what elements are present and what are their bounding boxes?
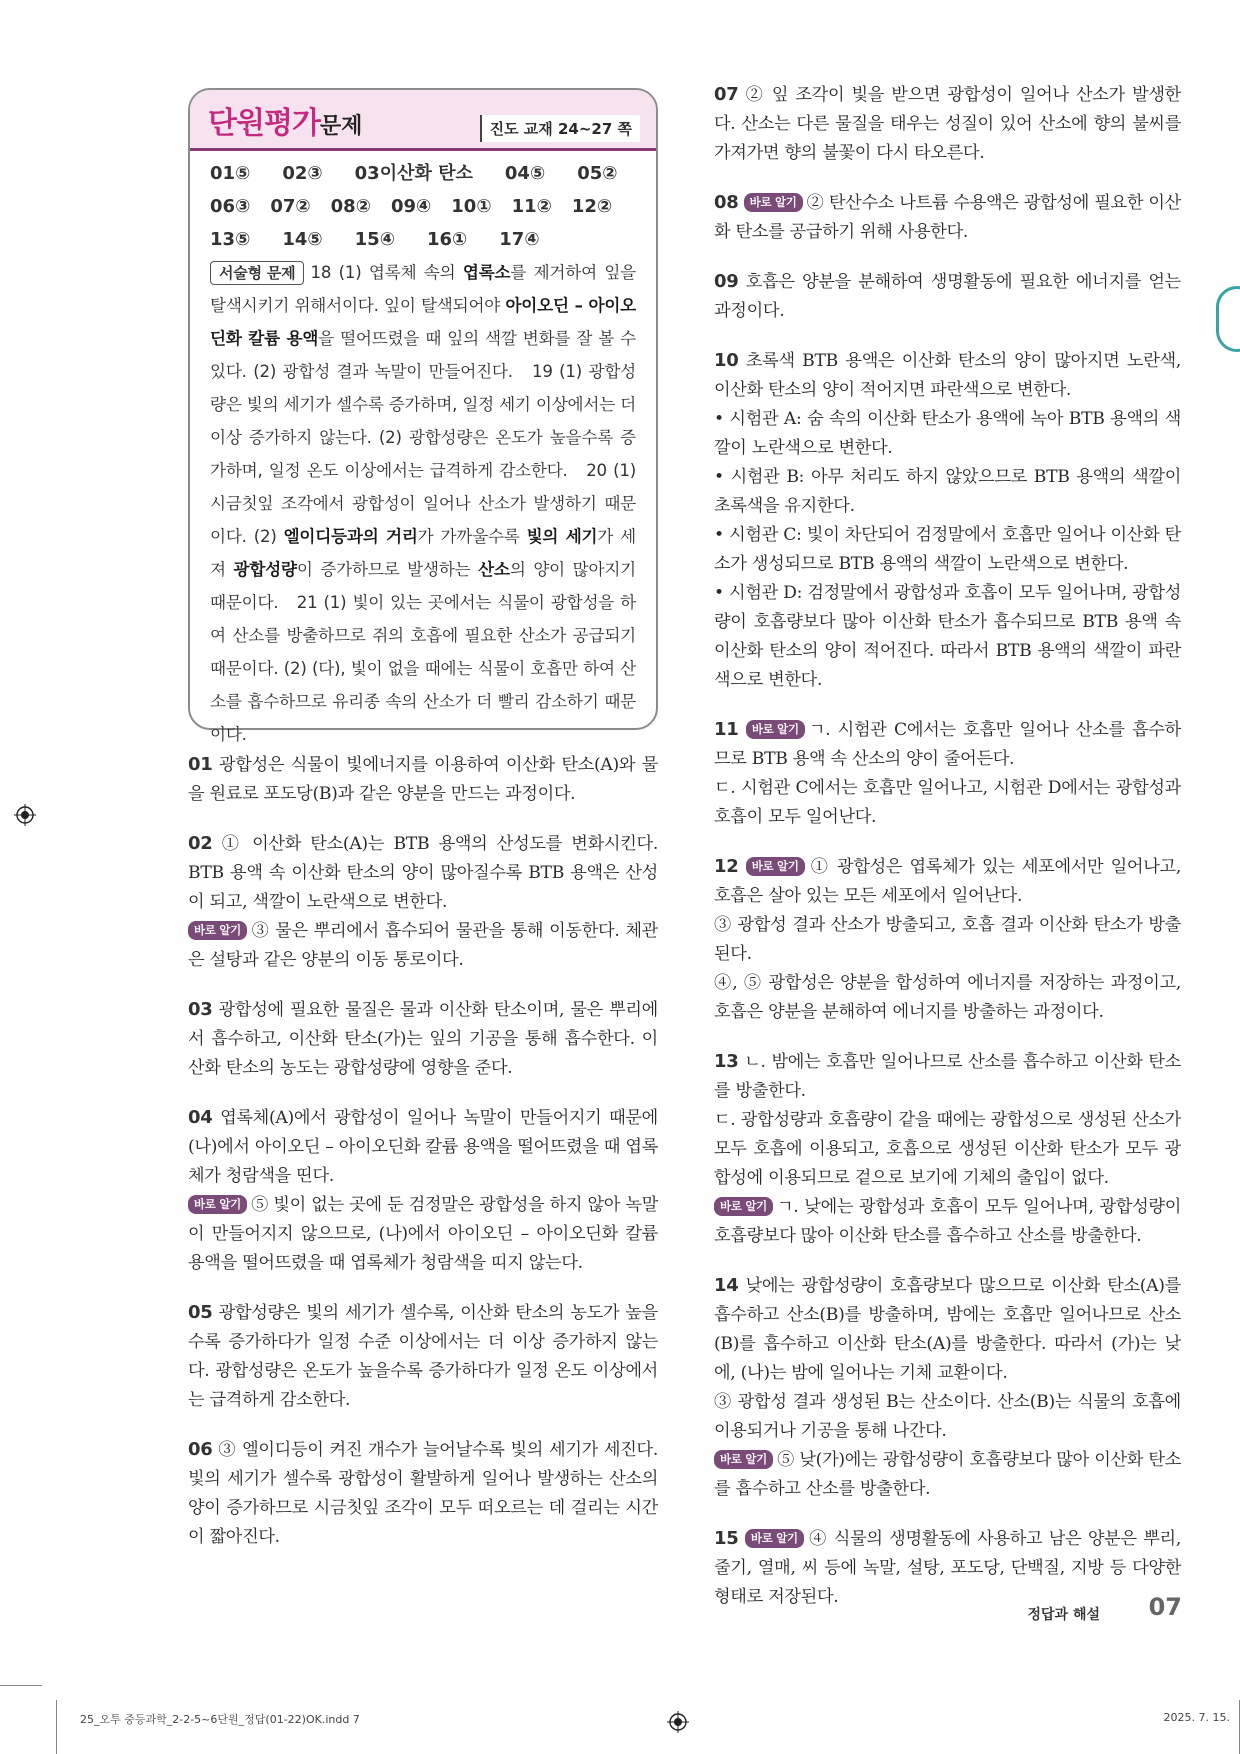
question-number: 04 — [188, 1107, 213, 1128]
explanation-text: ④, ⑤ 광합성은 양분을 합성하여 에너지를 저장하는 과정이고, 호흡은 양분을 분해하여 에너지를 방출하는 과정이다. — [714, 973, 1181, 1022]
explanation-text: 광합성에 필요한 물질은 물과 이산화 탄소이며, 물은 뿌리에서 흡수하고, 이산화 탄소(가)는 잎의 기공을 통해 흡수한다. 이산화 탄소의 농도는 광합성량에 영향을 준다. — [188, 1000, 658, 1078]
correction-text: ③ 물은 뿌리에서 흡수되어 물관을 통해 이동한다. 체관은 설탕과 같은 양분의 이동 통로이다. — [188, 921, 658, 970]
unit-test-answer-box — [188, 88, 658, 744]
answer-grid — [210, 157, 636, 256]
explanation-text: 광합성량은 빛의 세기가 셀수록, 이산화 탄소의 농도가 높을수록 증가하다가 일정 수준 이상에서는 더 이상 증가하지 않는다. 광합성량은 온도가 높을수록 증가하다가 일정 온도 이상에서는 급격하게 감소한다. — [188, 1303, 658, 1410]
answer-item — [270, 190, 310, 223]
answer-value: ⑤ — [529, 163, 546, 184]
answer-value: ⑤ — [307, 229, 323, 250]
answer-number: 06 — [210, 196, 236, 217]
explanation-text: • 시험관 A: 숨 속의 이산화 탄소가 용액에 녹아 BTB 용액의 색깔이 노란색으로 변한다. — [714, 409, 1181, 458]
explanation-paragraph — [188, 995, 658, 1083]
explanation-paragraph — [714, 1271, 1181, 1504]
essay-bold: 아이오딘 – 아이오딘화 칼륨 용액 — [210, 296, 636, 348]
explanation-text: • 시험관 C: 빛이 차단되어 검정말에서 호흡만 일어나 이산화 탄소가 생성되므로 BTB 용액의 색깔이 노란색으로 변한다. — [714, 525, 1181, 574]
explanation-line — [714, 346, 1181, 405]
explanation-text: ② 잎 조각이 빛을 받으면 광합성이 일어나 산소가 발생한다. 산소는 다른 물질을 태우는 성질이 있어 산소에 향의 불씨를 가져가면 향의 불꽃이 다시 타오른다. — [714, 85, 1181, 163]
answer-number: 13 — [210, 229, 236, 250]
answer-number: 03 — [354, 163, 380, 184]
answer-number: 04 — [504, 163, 530, 184]
explanation-paragraph — [714, 267, 1181, 326]
question-number: 15 — [714, 1528, 739, 1549]
essay-text: 18 (1) 엽록체 속의 — [310, 263, 463, 282]
explanation-paragraph — [714, 1047, 1181, 1251]
answer-value: ⑤ — [235, 229, 251, 250]
explanation-paragraph — [714, 715, 1181, 832]
answer-number: 07 — [270, 196, 296, 217]
answer-item — [451, 190, 491, 223]
essay-answers — [210, 256, 636, 751]
explanation-text: ② 탄산수소 나트륨 수용액은 광합성에 필요한 이산화 탄소를 공급하기 위해 사용한다. — [714, 193, 1181, 242]
box-title-sub: 문제 — [319, 114, 363, 139]
answer-item — [499, 223, 539, 256]
correction-line — [714, 1446, 1181, 1504]
explanation-text: ③ 광합성 결과 산소가 방출되고, 호흡 결과 이산화 탄소가 방출된다. — [714, 915, 1181, 964]
answer-item — [505, 157, 545, 190]
explanation-paragraph — [188, 1103, 658, 1278]
question-number: 08 — [714, 192, 739, 213]
explanation-line — [714, 188, 1181, 247]
badge-correct-answer: 바로 알기 — [188, 921, 247, 940]
question-number: 07 — [714, 84, 739, 105]
answer-number: 10 — [451, 196, 477, 217]
answer-value: ① — [476, 196, 492, 217]
question-number: 05 — [188, 1302, 213, 1323]
essay-text: 을 떨어뜨렸을 때 잎의 색깔 변화를 잘 볼 수 있다. (2) 광합성 결과 녹말이 만들어진다. 19 (1) 광합성량은 빛의 세기가 셀수록 증가하며, 일정 세기 이상에서는 더 이상 증가하지 않는다. (2) 광합성량은 온도가 높을수록 증가하며, 일정 온도 이상에서는 급격하게 감소한다. 20 (1) 시금칫잎 조각에서 광합성이 일어나 산소가 발생하기 때문이다. (2) — [210, 329, 636, 546]
badge-correct-answer: 바로 알기 — [188, 1195, 247, 1214]
badge-correct-answer: 바로 알기 — [744, 193, 803, 212]
correction-text: ⑤ 빛이 없는 곳에 둔 검정말은 광합성을 하지 않아 녹말이 만들어지지 않으므로, (나)에서 아이오딘 – 아이오딘화 칼륨 용액을 떨어뜨렸을 때 엽록체가 청람색을 띠지 않는다. — [188, 1195, 658, 1273]
essay-text: 이 증가하므로 발생하는 — [296, 560, 479, 579]
essay-tag: 서술형 문제 — [210, 261, 304, 285]
explanation-text: ㄷ. 광합성량과 호흡량이 같을 때에는 광합성으로 생성된 산소가 모두 호흡에 이용되고, 호흡으로 생성된 이산화 탄소가 모두 광합성에 이용되므로 겉으로 보기에 기체의 출입이 없다. — [714, 1110, 1181, 1188]
answer-value: ③ — [235, 196, 251, 217]
answer-number: 14 — [282, 229, 308, 250]
explanation-text: 낮에는 광합성량이 호흡량보다 많으므로 이산화 탄소(A)를 흡수하고 산소(B)를 방출하며, 밤에는 호흡만 일어나므로 산소(B)를 흡수하고 이산화 탄소(A)를 방출한다. 따라서 (가)는 낮에, (나)는 밤에 일어나는 기체 교환이다. — [714, 1276, 1181, 1383]
question-number: 14 — [714, 1275, 739, 1296]
answer-value: ③ — [307, 163, 323, 184]
explanation-text: ㄱ. 시험관 C에서는 호흡만 일어나 산소를 흡수하므로 BTB 용액 속 산소의 양이 줄어든다. — [714, 720, 1181, 769]
question-number: 10 — [714, 350, 739, 371]
correction-line — [714, 1193, 1181, 1251]
question-number: 09 — [714, 271, 739, 292]
explanation-text: 초록색 BTB 용액은 이산화 탄소의 양이 많아지면 노란색, 이산화 탄소의 양이 적어지면 파란색으로 변한다. — [714, 351, 1181, 400]
answer-value: ① — [452, 229, 468, 250]
answer-item — [282, 157, 322, 190]
box-title — [208, 98, 362, 142]
explanation-text: ③ 엘이디등이 켜진 개수가 늘어날수록 빛의 세기가 세진다. 빛의 세기가 셀수록 광합성이 활발하게 일어나 발생하는 산소의 양이 증가하므로 시금칫잎 조각이 모두 떠오르는 데 걸리는 시간이 짧아진다. — [188, 1440, 658, 1547]
answer-item — [355, 223, 395, 256]
question-number: 13 — [714, 1051, 739, 1072]
answer-number: 09 — [390, 196, 416, 217]
badge-correct-answer: 바로 알기 — [746, 857, 805, 876]
explanation-text: • 시험관 B: 아무 처리도 하지 않았으므로 BTB 용액의 색깔이 초록색을 유지한다. — [714, 467, 1181, 516]
explanation-paragraph — [714, 852, 1181, 1027]
answer-value: 이산화 탄소 — [379, 163, 473, 184]
explanation-line — [714, 1388, 1181, 1446]
answer-item — [577, 157, 617, 190]
explanation-line — [714, 852, 1181, 911]
explanation-line — [714, 715, 1181, 774]
answer-value: ② — [602, 163, 618, 184]
explanation-text: ㄷ. 시험관 C에서는 호흡만 일어나고, 시험관 D에서는 광합성과 호흡이 모두 일어난다. — [714, 778, 1181, 827]
explanation-line — [714, 405, 1181, 463]
answer-value: ② — [536, 196, 552, 217]
answer-number: 02 — [282, 163, 308, 184]
answer-number: 05 — [577, 163, 603, 184]
essay-bold: 엘이디등과의 거리 — [283, 527, 418, 546]
explanation-line — [714, 911, 1181, 969]
answer-item — [572, 190, 612, 223]
essay-text: 의 양이 많아지기 때문이다. 21 (1) 빛이 있는 곳에서는 식물이 광합성을 하여 산소를 방출하므로 쥐의 호흡에 필요한 산소가 공급되기 때문이다. (2) (다), 빛이 없을 때에는 식물이 호흡만 하여 산소를 흡수하므로 유리종 속의 산소가 더 빨리 감소하기 때문이다. — [210, 560, 636, 744]
badge-correct-answer: 바로 알기 — [746, 720, 805, 739]
answer-number: 01 — [210, 163, 236, 184]
essay-bold: 광합성량 — [233, 560, 297, 579]
explanation-text: • 시험관 D: 검정말에서 광합성과 호흡이 모두 일어나며, 광합성량이 호흡량보다 많아 이산화 탄소가 흡수되므로 BTB 용액 속 이산화 탄소의 양이 적어진다. 따라서 BTB 용액의 색깔이 파란색으로 변한다. — [714, 583, 1181, 690]
essay-bold: 엽록소 — [462, 263, 511, 282]
explanation-text: 호흡은 양분을 분해하여 생명활동에 필요한 에너지를 얻는 과정이다. — [714, 272, 1181, 321]
answer-item — [391, 190, 431, 223]
explanation-paragraph — [188, 1435, 658, 1552]
explanation-text: ① 광합성은 엽록체가 있는 세포에서만 일어나고, 호흡은 살아 있는 모든 세포에서 일어난다. — [714, 857, 1181, 906]
answer-row — [210, 223, 636, 256]
answer-item — [282, 223, 322, 256]
explanation-text: ④ 식물의 생명활동에 사용하고 남은 양분은 뿌리, 줄기, 열매, 씨 등에 녹말, 설탕, 포도당, 단백질, 지방 등 다양한 형태로 저장된다. — [714, 1529, 1182, 1607]
question-number: 06 — [188, 1439, 213, 1460]
explanation-line — [714, 1106, 1181, 1193]
answer-item — [210, 157, 250, 190]
explanation-paragraph — [714, 188, 1181, 247]
explanation-line — [714, 579, 1181, 695]
answer-item — [210, 190, 250, 223]
answer-item — [331, 190, 371, 223]
correction-text: ㄱ. 낮에는 광합성과 호흡이 모두 일어나며, 광합성량이 호흡량보다 많아 이산화 탄소를 흡수하고 산소를 방출한다. — [714, 1197, 1181, 1246]
answer-item — [512, 190, 552, 223]
footer-label: 정답과 해설 — [1027, 1607, 1100, 1623]
answer-number: 11 — [511, 196, 537, 217]
correction-line — [188, 1191, 658, 1278]
question-number: 12 — [714, 856, 739, 877]
print-file-info: 25_오투 중등과학_2-2-5~6단원_정답(01-22)OK.indd 7 — [80, 1713, 360, 1726]
explanation-text: ① 이산화 탄소(A)는 BTB 용액의 산성도를 변화시킨다. BTB 용액 속 이산화 탄소의 양이 많아질수록 BTB 용액은 산성이 되고, 색깔이 노란색으로 변한다. — [188, 834, 658, 912]
explanation-line — [714, 463, 1181, 521]
left-column — [188, 88, 658, 1572]
side-index-tab — [1216, 286, 1240, 352]
crop-mark — [56, 1700, 57, 1754]
box-header — [190, 90, 656, 151]
question-number: 02 — [188, 833, 213, 854]
answer-value: ② — [295, 196, 311, 217]
answer-number: 16 — [426, 229, 452, 250]
explanation-line — [714, 1271, 1181, 1388]
explanation-line — [714, 521, 1181, 579]
essay-bold: 산소 — [478, 560, 510, 579]
explanation-paragraph — [188, 1298, 658, 1415]
explanation-paragraph — [188, 829, 658, 975]
correction-line — [188, 917, 658, 975]
answer-number: 08 — [330, 196, 356, 217]
essay-text: 를 제거하여 잎을 탈색시키기 위해서이다. 잎이 탈색되어야 — [210, 263, 636, 315]
question-number: 11 — [714, 719, 739, 740]
explanation-paragraph — [714, 80, 1181, 168]
explanation-line — [714, 774, 1181, 832]
essay-bold: 빛의 세기 — [526, 527, 598, 546]
explanation-line — [714, 80, 1181, 168]
registration-mark-icon — [14, 804, 36, 826]
explanation-text: ③ 광합성 결과 생성된 B는 산소이다. 산소(B)는 식물의 호흡에 이용되거나 기공을 통해 나간다. — [714, 1392, 1181, 1441]
answer-row — [210, 190, 636, 223]
right-explanations — [714, 80, 1181, 1612]
explanation-text: 광합성은 식물이 빛에너지를 이용하여 이산화 탄소(A)와 물을 원료로 포도당(B)과 같은 양분을 만드는 과정이다. — [188, 755, 658, 804]
explanation-line — [714, 1524, 1181, 1612]
answer-number: 12 — [571, 196, 597, 217]
explanation-line — [714, 267, 1181, 326]
answer-value: ⑤ — [235, 163, 251, 184]
explanation-paragraph — [188, 750, 658, 809]
answer-value: ④ — [416, 196, 432, 217]
answer-value: ② — [596, 196, 613, 217]
answer-value: ② — [355, 196, 371, 217]
answer-item — [427, 223, 467, 256]
answer-value: ④ — [379, 229, 395, 250]
essay-text: 가 가까울수록 — [417, 527, 527, 546]
box-title-main: 단원평가 — [208, 106, 320, 141]
crop-mark — [0, 1685, 42, 1686]
badge-correct-answer: 바로 알기 — [745, 1529, 804, 1548]
left-explanations — [188, 750, 658, 1552]
explanation-line — [714, 969, 1181, 1027]
explanation-line — [714, 1047, 1181, 1106]
explanation-text: ㄴ. 밤에는 호흡만 일어나므로 산소를 흡수하고 이산화 탄소를 방출한다. — [714, 1052, 1181, 1101]
textbook-pages: 진도 교재 24~27 쪽 — [480, 115, 640, 142]
correction-text: ⑤ 낮(가)에는 광합성량이 호흡량보다 많아 이산화 탄소를 흡수하고 산소를 방출한다. — [714, 1450, 1181, 1499]
badge-correct-answer: 바로 알기 — [714, 1450, 773, 1469]
explanation-paragraph — [714, 1524, 1181, 1612]
question-number: 03 — [188, 999, 213, 1020]
essay-text: 가 세져 — [210, 527, 636, 579]
answer-item — [210, 223, 250, 256]
badge-correct-answer: 바로 알기 — [714, 1197, 773, 1216]
answer-number: 15 — [354, 229, 380, 250]
question-number: 01 — [188, 754, 213, 775]
explanation-text: 엽록체(A)에서 광합성이 일어나 녹말이 만들어지기 때문에 (나)에서 아이오딘 – 아이오딘화 칼륨 용액을 떨어뜨렸을 때 엽록체가 청람색을 띤다. — [188, 1108, 658, 1186]
page-number: 07 — [1148, 1593, 1182, 1621]
answer-item — [355, 157, 473, 190]
print-date: 2025. 7. 15. — [1163, 1711, 1230, 1724]
answer-value: ④ — [524, 229, 540, 250]
explanation-paragraph — [714, 346, 1181, 695]
right-column — [714, 80, 1181, 1632]
answer-row — [210, 157, 636, 190]
registration-mark-icon — [667, 1711, 689, 1733]
answer-number: 17 — [499, 229, 525, 250]
